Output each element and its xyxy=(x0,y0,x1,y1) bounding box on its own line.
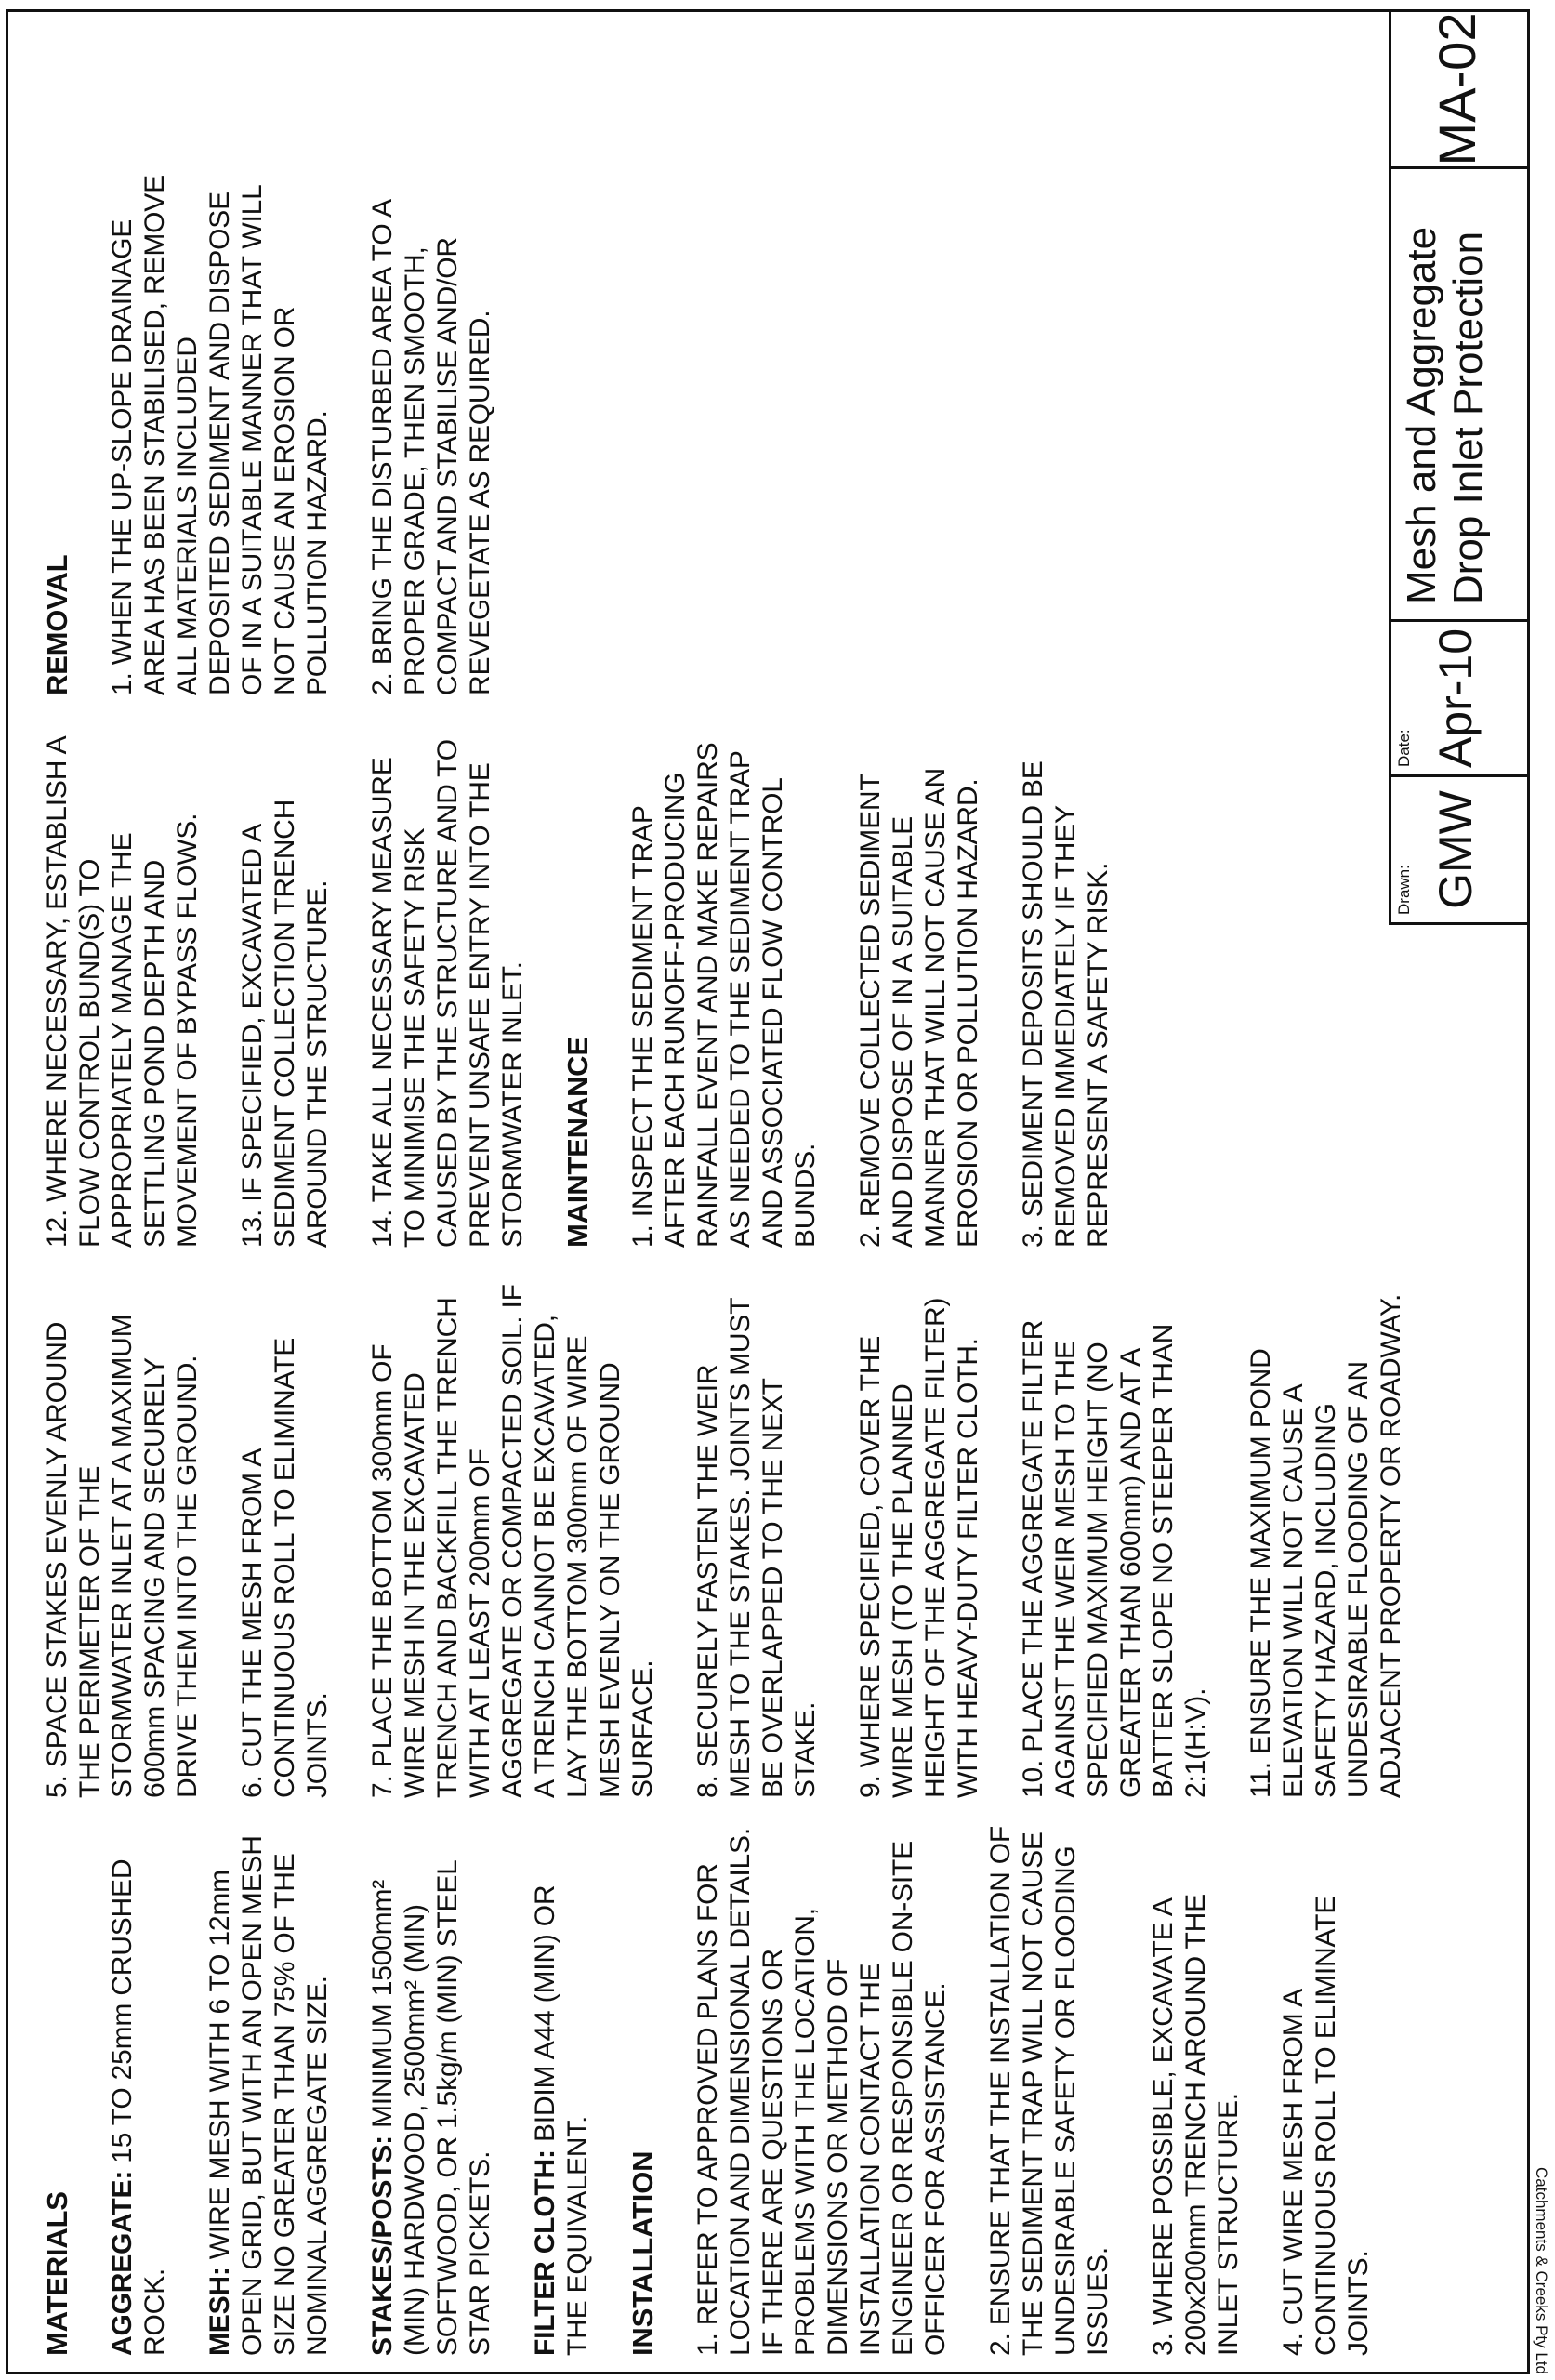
aggregate-spec xyxy=(106,1826,171,2356)
drawn-value: GMW xyxy=(1430,790,1482,909)
column-installation-cont xyxy=(41,1277,1440,1798)
code-cell xyxy=(1389,9,1530,169)
date-label: Date: xyxy=(1395,729,1413,767)
stakes-spec xyxy=(366,1826,496,2356)
aggregate-text: 15 TO 25mm CRUSHED ROCK. xyxy=(107,1858,170,2356)
installation-step: 10. PLACE THE AGGREGATE FILTER AGAINST THE WEIR MESH TO THE SPECIFIED MAXIMUM HEIGHT (NO GREATER THAN 600mm) AND AT A BATTER SLOPE NO STEEPER THAN 2:1(H:V). xyxy=(1018,1319,1211,1798)
installation-step: 2. ENSURE THAT THE INSTALLATION OF THE SEDIMENT TRAP WILL NOT CAUSE UNDESIRABLE SAFETY OR FLOODING ISSUES. xyxy=(985,1826,1114,2356)
drawn-cell xyxy=(1389,774,1530,925)
installation-step: 1. REFER TO APPROVED PLANS FOR LOCATION AND DIMENSIONAL DETAILS. IF THERE ARE QUESTIONS OR PROBLEMS WITH THE LOCATION, DIMENSIONS OR METHOD OF INSTALLATION CONTACT THE ENGINEER OR RESPONSIBLE ON-SITE OFFICER FOR ASSISTANCE. xyxy=(692,1828,951,2356)
installation-step: 14. TAKE ALL NECESSARY MEASURE TO MINIMISE THE SAFETY RISK CAUSED BY THE STRUCTURE AND TO PREVENT UNSAFE ENTRY INTO THE STORMWATER INLET. xyxy=(367,739,528,1248)
maintenance-step: 2. REMOVE COLLECTED SEDIMENT AND DISPOSE OF IN A SUITABLE MANNER THAT WILL NOT CAUSE AN EROSION OR POLLUTION HAZARD. xyxy=(855,768,983,1248)
filter-cloth-label: FILTER CLOTH: xyxy=(530,2149,560,2356)
filter-cloth-spec xyxy=(529,1826,594,2356)
drawn-label: Drawn: xyxy=(1395,865,1413,915)
installation-step: 13. IF SPECIFIED, EXCAVATED A SEDIMENT COLLECTION TRENCH AROUND THE STRUCTURE. xyxy=(237,799,333,1248)
filter-cloth-text: BIDIM A44 (MIN) OR THE EQUIVALENT. xyxy=(530,1884,593,2356)
column-installation-maintenance xyxy=(41,727,1147,1248)
date-value: Apr-10 xyxy=(1430,628,1482,769)
stakes-label: STAKES/POSTS: xyxy=(367,2135,398,2356)
installation-step: 12. WHERE NECESSARY, ESTABLISH A FLOW CONTROL BUND(S) TO APPROPRIATELY MANAGE THE SETTLING POND DEPTH AND MOVEMENT OF BYPASS FLOWS. xyxy=(42,737,203,1248)
installation-step: 6. CUT THE MESH FROM A CONTINUOUS ROLL TO ELIMINATE JOINTS. xyxy=(237,1337,333,1798)
stakes-text: MINIMUM 1500mm² (MIN) HARDWOOD, 2500mm² (MIN) SOFTWOOD, OR 1.5kg/m (MIN) STEEL STAR PICKETS. xyxy=(367,1860,495,2356)
installation-step: 8. SECURELY FASTEN THE WEIR MESH TO THE STAKES. JOINTS MUST BE OVERLAPPED TO THE NEXT STAKE. xyxy=(692,1298,821,1798)
removal-step: 1. WHEN THE UP-SLOPE DRAINAGE AREA HAS BEEN STABILISED, REMOVE ALL MATERIALS INCLUDED DEPOSITED SEDIMENT AND DISPOSE OF IN A SUITABLE MANNER THAT WILL NOT CAUSE AN EROSION OR POLLUTION HAZARD. xyxy=(107,175,333,695)
mesh-text: WIRE MESH WITH 6 TO 12mm OPEN GRID, BUT WITH AN OPEN MESH SIZE NO GREATER THAN 75% OF THE NOMINAL AGGREGATE SIZE. xyxy=(204,1835,333,2356)
installation-step: 9. WHERE SPECIFIED, COVER THE WIRE MESH (TO THE PLANNED HEIGHT OF THE AGGREGATE FILTER) WITH HEAVY-DUTY FILTER CLOTH. xyxy=(855,1297,983,1798)
installation-step: 11. ENSURE THE MAXIMUM POND ELEVATION WILL NOT CAUSE A SAFETY HAZARD, INCLUDING UNDESIRABLE FLOODING OF AN ADJACENT PROPERTY OR ROADWAY. xyxy=(1245,1293,1406,1798)
maintenance-heading: MAINTENANCE xyxy=(561,1037,594,1248)
title-block xyxy=(1389,9,1530,925)
materials-heading: MATERIALS xyxy=(41,2191,73,2356)
removal-heading: REMOVAL xyxy=(41,554,73,695)
drawing-title: Mesh and Aggregate Drop Inlet Protection xyxy=(1399,226,1491,604)
installation-heading: INSTALLATION xyxy=(626,2150,659,2356)
installation-step: 5. SPACE STAKES EVENLY AROUND THE PERIMETER OF THE STORMWATER INLET AT A MAXIMUM 600mm SPACING AND SECURELY DRIVE THEM INTO THE GROUND. xyxy=(42,1314,203,1798)
installation-step: 3. WHERE POSSIBLE, EXCAVATE A 200x200mm TRENCH AROUND THE INLET STRUCTURE. xyxy=(1148,1894,1244,2356)
column-materials-installation xyxy=(41,1826,1407,2356)
installation-step: 4. CUT WIRE MESH FROM A CONTINUOUS ROLL TO ELIMINATE JOINTS. xyxy=(1278,1895,1374,2356)
column-removal xyxy=(41,175,529,695)
company-credit: Catchments & Creeks Pty Ltd xyxy=(1533,2167,1550,2374)
aggregate-label: AGGREGATE: xyxy=(107,2170,138,2356)
title-cell xyxy=(1389,166,1530,622)
mesh-label: MESH: xyxy=(204,2267,235,2356)
date-cell xyxy=(1389,619,1530,777)
maintenance-step: 3. SEDIMENT DEPOSITS SHOULD BE REMOVED IMMEDIATELY IF THEY REPRESENT A SAFETY RISK. xyxy=(1018,760,1114,1248)
installation-step: 7. PLACE THE BOTTOM 300mm OF WIRE MESH IN THE EXCAVATED TRENCH AND BACKFILL THE TRENCH WITH AT LEAST 200mm OF AGGREGATE OR COMPACTED SOIL. IF A TRENCH CANNOT BE EXCAVATED, LAY THE BOTTOM 300mm OF WIRE MESH EVENLY ON THE GROUND SURFACE. xyxy=(367,1284,658,1798)
drawing-code: MA-02 xyxy=(1428,12,1486,166)
maintenance-step: 1. INSPECT THE SEDIMENT TRAP AFTER EACH RUNOFF-PRODUCING RAINFALL EVENT AND MAKE REPAIRS AS NEEDED TO THE SEDIMENT TRAP AND ASSOCIATED FLOW CONTROL BUNDS. xyxy=(627,742,821,1248)
mesh-spec xyxy=(204,1826,334,2356)
removal-step: 2. BRING THE DISTURBED AREA TO A PROPER GRADE, THEN SMOOTH, COMPACT AND STABILISE AND/OR REVEGETATE AS REQUIRED. xyxy=(367,200,495,695)
